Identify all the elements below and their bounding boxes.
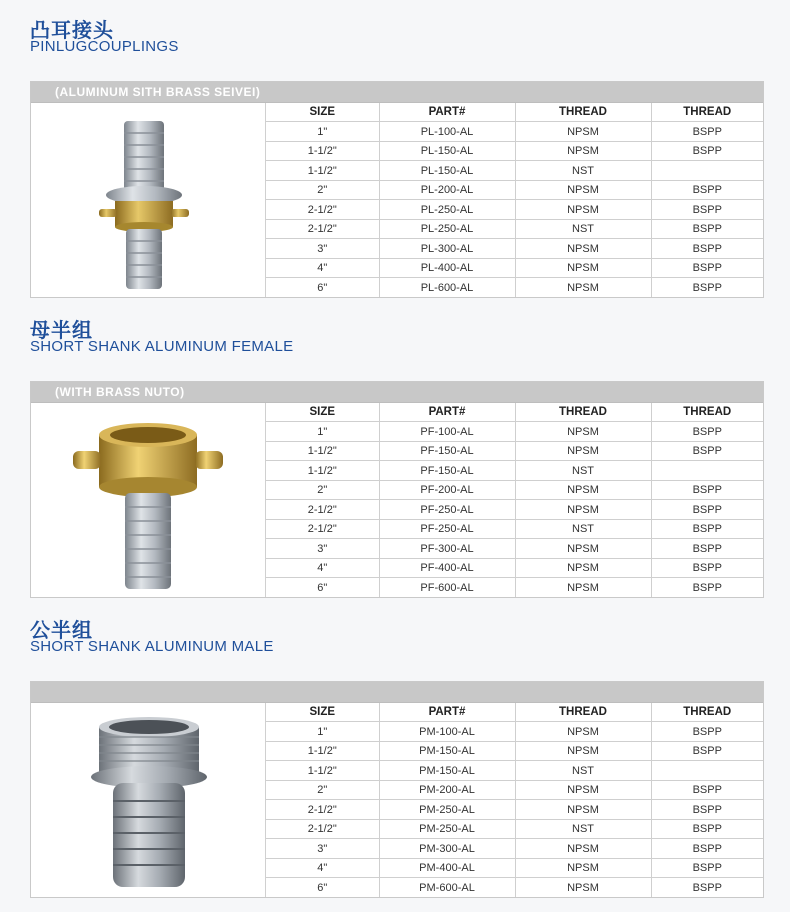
table-row [266, 539, 763, 559]
section-title-cn: 公半组 [30, 618, 93, 642]
cell-part: PL-150-AL [379, 141, 515, 161]
section-title-en: SHORT SHANK ALUMINUM MALE [30, 638, 274, 655]
cell-part: PF-200-AL [379, 480, 515, 500]
header-thread: THREAD [515, 703, 651, 722]
cell-size: 2-1/2" [266, 800, 379, 820]
cell-part: PM-300-AL [379, 839, 515, 859]
cell-size: 2-1/2" [266, 200, 379, 220]
cell-size: 2-1/2" [266, 819, 379, 839]
cell-size: 6" [266, 278, 379, 297]
cell-thread: NPSM [515, 800, 651, 820]
section-title-cn: 凸耳接头 [30, 18, 114, 42]
cell-thread-2: BSPP [651, 219, 763, 239]
cell-size: 1" [266, 422, 379, 442]
table-row [266, 858, 763, 878]
cell-size: 2-1/2" [266, 500, 379, 520]
header-size: SIZE [266, 703, 379, 722]
cell-size: 1" [266, 122, 379, 142]
header-thread-2: THREAD [651, 703, 763, 722]
cell-thread-2: BSPP [651, 819, 763, 839]
cell-thread-2: BSPP [651, 558, 763, 578]
cell-size: 1-1/2" [266, 161, 379, 181]
table-row [266, 578, 763, 597]
cell-part: PM-200-AL [379, 780, 515, 800]
cell-size: 6" [266, 878, 379, 897]
header-part: PART# [379, 103, 515, 122]
cell-size: 1" [266, 722, 379, 742]
cell-thread-2: BSPP [651, 122, 763, 142]
cell-size: 3" [266, 539, 379, 559]
cell-thread: NST [515, 761, 651, 781]
cell-thread-2 [651, 461, 763, 481]
cell-size: 2" [266, 780, 379, 800]
cell-part: PM-250-AL [379, 800, 515, 820]
pin-lug-coupling-image [31, 103, 266, 297]
cell-thread-2: BSPP [651, 258, 763, 278]
section-title-en: PINLUGCOUPLINGS [30, 38, 179, 55]
cell-size: 2" [266, 180, 379, 200]
table-header-row [266, 703, 763, 722]
table-row [266, 422, 763, 442]
cell-thread-2: BSPP [692, 881, 722, 894]
cell-thread: NPSM [515, 578, 651, 597]
cell-size: 3" [266, 839, 379, 859]
cell-thread: NPSM [515, 839, 651, 859]
cell-part: PF-300-AL [379, 539, 515, 559]
cell-size: 2-1/2" [266, 519, 379, 539]
cell-size: 1-1/2" [266, 741, 379, 761]
cell-thread: NST [515, 161, 651, 181]
cell-thread-2: BSPP [651, 441, 763, 461]
cell-thread: NPSM [515, 122, 651, 142]
cell-thread-2: BSPP [651, 519, 763, 539]
cell-thread-2: BSPP [651, 239, 763, 259]
cell-part: PF-150-AL [379, 441, 515, 461]
table-row [266, 761, 763, 781]
cell-size: 1-1/2" [266, 441, 379, 461]
table-row [266, 819, 763, 839]
cell-size: 6" [266, 578, 379, 597]
cell-thread: NPSM [515, 200, 651, 220]
cell-thread-2 [651, 761, 763, 781]
spec-table [266, 103, 763, 297]
table-row [266, 219, 763, 239]
header-part: PART# [379, 403, 515, 422]
table-row [266, 558, 763, 578]
cell-thread: NST [515, 819, 651, 839]
cell-thread-2: BSPP [651, 858, 763, 878]
cell-part: PM-400-AL [379, 858, 515, 878]
table-row [266, 122, 763, 142]
cell-part: PM-600-AL [379, 878, 515, 897]
cell-thread-2: BSPP [651, 800, 763, 820]
cell-part: PF-250-AL [379, 519, 515, 539]
cell-thread-2: BSPP [651, 839, 763, 859]
cell-part: PL-600-AL [379, 278, 515, 297]
cell-part: PM-150-AL [379, 761, 515, 781]
cell-thread: NPSM [515, 500, 651, 520]
cell-thread: NPSM [515, 480, 651, 500]
cell-part: PM-250-AL [379, 819, 515, 839]
cell-thread: NPSM [515, 741, 651, 761]
cell-part: PL-250-AL [379, 219, 515, 239]
table-row [266, 741, 763, 761]
section-subtitle-bar: (WITH BRASS NUTO) [31, 382, 763, 403]
product-block [30, 381, 764, 598]
table-row [266, 839, 763, 859]
cell-thread: NPSM [515, 539, 651, 559]
cell-part: PL-100-AL [379, 122, 515, 142]
cell-thread: NPSM [515, 722, 651, 742]
header-thread-2: THREAD [651, 103, 763, 122]
cell-part: PF-100-AL [379, 422, 515, 442]
cell-thread: NST [515, 519, 651, 539]
header-thread-2: THREAD [651, 403, 763, 422]
section-subtitle-bar [31, 682, 763, 703]
cell-part: PL-300-AL [379, 239, 515, 259]
cell-part: PM-100-AL [379, 722, 515, 742]
header-thread: THREAD [515, 103, 651, 122]
cell-thread: NPSM [515, 239, 651, 259]
cell-part: PF-600-AL [379, 578, 515, 597]
table-row [266, 878, 763, 897]
cell-size: 4" [266, 558, 379, 578]
table-row [266, 441, 763, 461]
cell-thread-2: BSPP [651, 200, 763, 220]
cell-thread-2: BSPP [651, 722, 763, 742]
cell-size: 1-1/2" [266, 461, 379, 481]
cell-thread: NST [515, 461, 651, 481]
header-part: PART# [379, 703, 515, 722]
cell-thread-2: BSPP [692, 581, 722, 594]
spec-table [266, 403, 763, 597]
section-title-en: SHORT SHANK ALUMINUM FEMALE [30, 338, 294, 355]
cell-thread: NPSM [515, 141, 651, 161]
table-row [266, 278, 763, 297]
cell-thread: NPSM [515, 422, 651, 442]
cell-size: 2-1/2" [266, 219, 379, 239]
cell-thread: NPSM [515, 180, 651, 200]
header-size: SIZE [266, 103, 379, 122]
cell-thread-2: BSPP [651, 422, 763, 442]
cell-thread: NPSM [515, 780, 651, 800]
cell-thread-2: BSPP [651, 480, 763, 500]
cell-thread-2: BSPP [692, 281, 722, 294]
table-row [266, 780, 763, 800]
table-row [266, 800, 763, 820]
cell-thread: NPSM [515, 558, 651, 578]
table-header-row [266, 403, 763, 422]
table-row [266, 200, 763, 220]
table-row [266, 480, 763, 500]
table-row [266, 161, 763, 181]
table-row [266, 461, 763, 481]
cell-part: PF-400-AL [379, 558, 515, 578]
cell-thread: NPSM [515, 258, 651, 278]
cell-part: PL-250-AL [379, 200, 515, 220]
header-size: SIZE [266, 403, 379, 422]
male-coupling-image [31, 703, 266, 897]
cell-thread: NPSM [515, 878, 651, 897]
cell-size: 4" [266, 258, 379, 278]
spec-table [266, 703, 763, 897]
table-row [266, 722, 763, 742]
cell-thread-2: BSPP [651, 500, 763, 520]
cell-thread-2: BSPP [651, 539, 763, 559]
cell-thread-2: BSPP [651, 741, 763, 761]
cell-size: 1-1/2" [266, 761, 379, 781]
cell-part: PL-200-AL [379, 180, 515, 200]
section-subtitle-bar: (ALUMINUM SITH BRASS SEIVEI) [31, 82, 763, 103]
cell-size: 3" [266, 239, 379, 259]
table-header-row [266, 103, 763, 122]
cell-part: PM-150-AL [379, 741, 515, 761]
cell-thread-2: BSPP [651, 780, 763, 800]
section-title-cn: 母半组 [30, 318, 93, 342]
cell-thread-2: BSPP [651, 141, 763, 161]
cell-part: PL-150-AL [379, 161, 515, 181]
product-block [30, 681, 764, 898]
table-row [266, 141, 763, 161]
header-thread: THREAD [515, 403, 651, 422]
female-coupling-image [31, 403, 266, 597]
cell-size: 2" [266, 480, 379, 500]
cell-part: PF-150-AL [379, 461, 515, 481]
cell-part: PF-250-AL [379, 500, 515, 520]
cell-thread: NPSM [515, 278, 651, 297]
product-block [30, 81, 764, 298]
cell-thread-2: BSPP [651, 180, 763, 200]
table-row [266, 258, 763, 278]
cell-part: PL-400-AL [379, 258, 515, 278]
table-row [266, 500, 763, 520]
cell-size: 4" [266, 858, 379, 878]
table-row [266, 239, 763, 259]
table-row [266, 180, 763, 200]
table-row [266, 519, 763, 539]
cell-thread: NST [515, 219, 651, 239]
cell-thread: NPSM [515, 858, 651, 878]
cell-thread-2 [651, 161, 763, 181]
cell-size: 1-1/2" [266, 141, 379, 161]
cell-thread: NPSM [515, 441, 651, 461]
